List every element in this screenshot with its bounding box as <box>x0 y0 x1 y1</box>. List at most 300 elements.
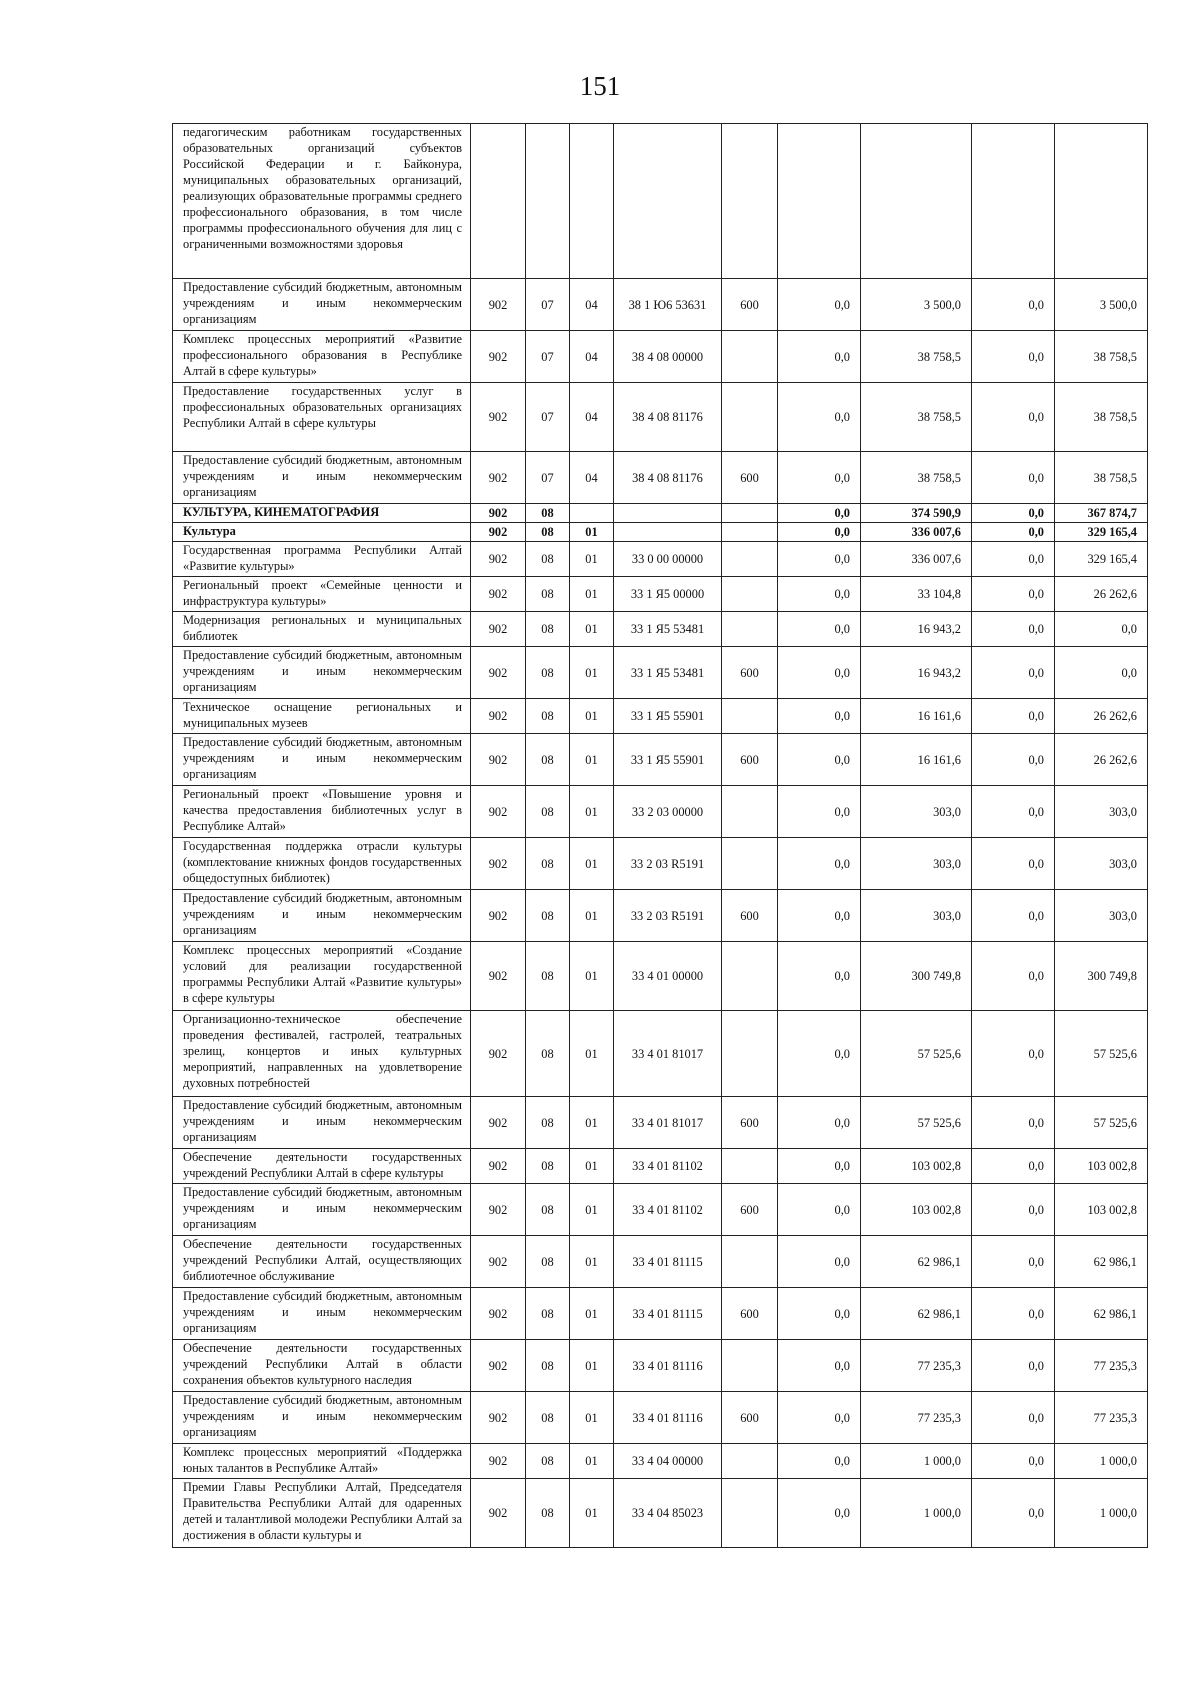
amount-col-1: 0,0 <box>778 1479 861 1548</box>
target-article: 33 4 01 81017 <box>614 1097 722 1149</box>
expense-type <box>722 124 778 279</box>
expense-type: 600 <box>722 647 778 699</box>
amount-col-3: 0,0 <box>972 504 1055 523</box>
table-row <box>173 838 1148 890</box>
section-code <box>526 124 570 279</box>
target-article <box>614 124 722 279</box>
expense-type: 600 <box>722 734 778 786</box>
target-article: 33 4 04 00000 <box>614 1444 722 1479</box>
table-row <box>173 1479 1148 1548</box>
target-article: 33 0 00 00000 <box>614 542 722 577</box>
subsection-code: 01 <box>570 542 614 577</box>
ministry-code: 902 <box>471 1392 526 1444</box>
ministry-code: 902 <box>471 542 526 577</box>
amount-col-2: 16 161,6 <box>861 699 972 734</box>
ministry-code: 902 <box>471 523 526 542</box>
amount-col-1: 0,0 <box>778 523 861 542</box>
expense-type: 600 <box>722 1288 778 1340</box>
table-row <box>173 1288 1148 1340</box>
amount-col-3: 0,0 <box>972 1236 1055 1288</box>
amount-col-3: 0,0 <box>972 1288 1055 1340</box>
amount-col-3: 0,0 <box>972 612 1055 647</box>
row-name: Государственная программа Республики Алтай «Развитие культуры» <box>173 542 471 577</box>
table-row <box>173 699 1148 734</box>
expense-type <box>722 542 778 577</box>
amount-col-4: 303,0 <box>1055 786 1148 838</box>
section-code: 08 <box>526 542 570 577</box>
amount-col-3: 0,0 <box>972 452 1055 504</box>
amount-col-2: 303,0 <box>861 786 972 838</box>
amount-col-3: 0,0 <box>972 523 1055 542</box>
target-article: 38 4 08 00000 <box>614 331 722 383</box>
amount-col-1: 0,0 <box>778 542 861 577</box>
table-row <box>173 452 1148 504</box>
row-name: педагогическим работникам государственных образовательных организаций субъектов Российской Федерации и г. Байконура, муниципальных образовательных организаций, реализующих образовательные программы среднего профессионального образования, в том числе программы профессионального обучения для лиц с ограниченными возможностями здоровья <box>173 124 471 279</box>
subsection-code: 01 <box>570 1011 614 1097</box>
expense-type <box>722 838 778 890</box>
table-row <box>173 523 1148 542</box>
ministry-code: 902 <box>471 699 526 734</box>
subsection-code: 01 <box>570 1236 614 1288</box>
amount-col-3: 0,0 <box>972 786 1055 838</box>
section-code: 07 <box>526 331 570 383</box>
subsection-code: 01 <box>570 1149 614 1184</box>
amount-col-4: 26 262,6 <box>1055 577 1148 612</box>
amount-col-3: 0,0 <box>972 331 1055 383</box>
row-name: КУЛЬТУРА, КИНЕМАТОГРАФИЯ <box>173 504 471 523</box>
subsection-code: 04 <box>570 452 614 504</box>
amount-col-3: 0,0 <box>972 383 1055 452</box>
section-code: 08 <box>526 612 570 647</box>
expense-type: 600 <box>722 1097 778 1149</box>
amount-col-4: 26 262,6 <box>1055 734 1148 786</box>
amount-col-2: 300 749,8 <box>861 942 972 1011</box>
amount-col-2: 57 525,6 <box>861 1011 972 1097</box>
section-code: 08 <box>526 786 570 838</box>
amount-col-2: 38 758,5 <box>861 452 972 504</box>
amount-col-1 <box>778 124 861 279</box>
row-name: Техническое оснащение региональных и муниципальных музеев <box>173 699 471 734</box>
section-code: 08 <box>526 1444 570 1479</box>
table-row <box>173 1011 1148 1097</box>
section-code: 08 <box>526 1149 570 1184</box>
subsection-code: 01 <box>570 1340 614 1392</box>
ministry-code: 902 <box>471 1011 526 1097</box>
amount-col-4: 367 874,7 <box>1055 504 1148 523</box>
ministry-code: 902 <box>471 1288 526 1340</box>
amount-col-1: 0,0 <box>778 504 861 523</box>
target-article: 38 4 08 81176 <box>614 383 722 452</box>
amount-col-3: 0,0 <box>972 279 1055 331</box>
amount-col-1: 0,0 <box>778 452 861 504</box>
amount-col-1: 0,0 <box>778 1340 861 1392</box>
amount-col-2: 336 007,6 <box>861 523 972 542</box>
amount-col-1: 0,0 <box>778 1011 861 1097</box>
ministry-code: 902 <box>471 1340 526 1392</box>
table-row <box>173 542 1148 577</box>
expense-type: 600 <box>722 890 778 942</box>
amount-col-2: 62 986,1 <box>861 1236 972 1288</box>
expense-type <box>722 383 778 452</box>
amount-col-4: 1 000,0 <box>1055 1479 1148 1548</box>
row-name: Предоставление субсидий бюджетным, автономным учреждениям и иным некоммерческим организациям <box>173 734 471 786</box>
amount-col-1: 0,0 <box>778 1236 861 1288</box>
target-article <box>614 504 722 523</box>
subsection-code: 01 <box>570 523 614 542</box>
row-name: Культура <box>173 523 471 542</box>
target-article: 38 4 08 81176 <box>614 452 722 504</box>
amount-col-4: 329 165,4 <box>1055 523 1148 542</box>
amount-col-3: 0,0 <box>972 838 1055 890</box>
amount-col-2: 16 943,2 <box>861 612 972 647</box>
subsection-code: 01 <box>570 1392 614 1444</box>
table-row <box>173 612 1148 647</box>
amount-col-1: 0,0 <box>778 1444 861 1479</box>
amount-col-1: 0,0 <box>778 838 861 890</box>
table-row <box>173 124 1148 279</box>
ministry-code: 902 <box>471 504 526 523</box>
table-row <box>173 1236 1148 1288</box>
expense-type: 600 <box>722 452 778 504</box>
section-code: 08 <box>526 942 570 1011</box>
ministry-code: 902 <box>471 452 526 504</box>
section-code: 08 <box>526 838 570 890</box>
expense-type <box>722 1479 778 1548</box>
subsection-code: 01 <box>570 1288 614 1340</box>
row-name: Комплекс процессных мероприятий «Поддержка юных талантов в Республике Алтай» <box>173 1444 471 1479</box>
target-article: 33 2 03 00000 <box>614 786 722 838</box>
table-row <box>173 1097 1148 1149</box>
section-code: 08 <box>526 699 570 734</box>
amount-col-2 <box>861 124 972 279</box>
section-code: 08 <box>526 647 570 699</box>
subsection-code: 01 <box>570 786 614 838</box>
row-name: Предоставление субсидий бюджетным, автономным учреждениям и иным некоммерческим организациям <box>173 1097 471 1149</box>
target-article: 33 4 01 81115 <box>614 1236 722 1288</box>
section-code: 08 <box>526 1288 570 1340</box>
row-name: Комплекс процессных мероприятий «Развитие профессионального образования в Республике Алтай в сфере культуры» <box>173 331 471 383</box>
section-code: 08 <box>526 1340 570 1392</box>
table-row <box>173 504 1148 523</box>
subsection-code: 01 <box>570 942 614 1011</box>
target-article: 33 1 Я5 53481 <box>614 612 722 647</box>
section-code: 07 <box>526 279 570 331</box>
ministry-code: 902 <box>471 1149 526 1184</box>
subsection-code: 01 <box>570 1479 614 1548</box>
amount-col-2: 303,0 <box>861 890 972 942</box>
amount-col-1: 0,0 <box>778 1288 861 1340</box>
table-row <box>173 1444 1148 1479</box>
amount-col-1: 0,0 <box>778 279 861 331</box>
target-article: 33 4 04 85023 <box>614 1479 722 1548</box>
section-code: 07 <box>526 452 570 504</box>
expense-type <box>722 699 778 734</box>
table-row <box>173 890 1148 942</box>
ministry-code: 902 <box>471 1184 526 1236</box>
expense-type: 600 <box>722 1392 778 1444</box>
row-name: Обеспечение деятельности государственных учреждений Республики Алтай, осуществляющих библиотечное обслуживание <box>173 1236 471 1288</box>
subsection-code: 01 <box>570 1097 614 1149</box>
table-row <box>173 1340 1148 1392</box>
amount-col-4: 0,0 <box>1055 612 1148 647</box>
row-name: Предоставление государственных услуг в профессиональных образовательных организациях Республики Алтай в сфере культуры <box>173 383 471 452</box>
budget-table <box>172 123 1148 1548</box>
ministry-code: 902 <box>471 942 526 1011</box>
amount-col-1: 0,0 <box>778 699 861 734</box>
row-name: Организационно-техническое обеспечение проведения фестивалей, гастролей, театральных зрелищ, концертов и иных культурных мероприятий, направленных на удовлетворение духовных потребностей <box>173 1011 471 1097</box>
expense-type <box>722 1444 778 1479</box>
amount-col-4: 38 758,5 <box>1055 383 1148 452</box>
ministry-code: 902 <box>471 1479 526 1548</box>
amount-col-4: 0,0 <box>1055 647 1148 699</box>
section-code: 08 <box>526 1479 570 1548</box>
amount-col-2: 77 235,3 <box>861 1392 972 1444</box>
expense-type <box>722 1011 778 1097</box>
expense-type <box>722 1340 778 1392</box>
amount-col-3: 0,0 <box>972 1097 1055 1149</box>
table-body <box>173 124 1148 1548</box>
row-name: Предоставление субсидий бюджетным, автономным учреждениям и иным некоммерческим организациям <box>173 890 471 942</box>
expense-type <box>722 1236 778 1288</box>
amount-col-4: 57 525,6 <box>1055 1011 1148 1097</box>
section-code: 08 <box>526 1184 570 1236</box>
target-article: 33 2 03 R5191 <box>614 890 722 942</box>
amount-col-2: 1 000,0 <box>861 1444 972 1479</box>
subsection-code: 04 <box>570 331 614 383</box>
amount-col-3: 0,0 <box>972 1392 1055 1444</box>
amount-col-2: 38 758,5 <box>861 383 972 452</box>
amount-col-1: 0,0 <box>778 1149 861 1184</box>
ministry-code: 902 <box>471 279 526 331</box>
amount-col-4: 26 262,6 <box>1055 699 1148 734</box>
ministry-code: 902 <box>471 838 526 890</box>
target-article: 33 4 01 81116 <box>614 1392 722 1444</box>
row-name: Обеспечение деятельности государственных учреждений Республики Алтай в области сохранения объектов культурного наследия <box>173 1340 471 1392</box>
amount-col-4: 3 500,0 <box>1055 279 1148 331</box>
amount-col-4: 77 235,3 <box>1055 1392 1148 1444</box>
page-number: 151 <box>579 71 621 101</box>
amount-col-1: 0,0 <box>778 786 861 838</box>
section-code: 08 <box>526 504 570 523</box>
amount-col-3: 0,0 <box>972 734 1055 786</box>
table-row <box>173 577 1148 612</box>
table-row <box>173 331 1148 383</box>
amount-col-3: 0,0 <box>972 1011 1055 1097</box>
expense-type <box>722 942 778 1011</box>
amount-col-3: 0,0 <box>972 542 1055 577</box>
amount-col-3: 0,0 <box>972 1479 1055 1548</box>
target-article: 33 4 01 81102 <box>614 1149 722 1184</box>
row-name: Обеспечение деятельности государственных учреждений Республики Алтай в сфере культуры <box>173 1149 471 1184</box>
section-code: 08 <box>526 1392 570 1444</box>
ministry-code <box>471 124 526 279</box>
target-article: 33 4 01 81116 <box>614 1340 722 1392</box>
subsection-code <box>570 504 614 523</box>
amount-col-2: 303,0 <box>861 838 972 890</box>
target-article: 33 1 Я5 53481 <box>614 647 722 699</box>
amount-col-4: 103 002,8 <box>1055 1149 1148 1184</box>
row-name: Предоставление субсидий бюджетным, автономным учреждениям и иным некоммерческим организациям <box>173 647 471 699</box>
ministry-code: 902 <box>471 1097 526 1149</box>
row-name: Модернизация региональных и муниципальных библиотек <box>173 612 471 647</box>
row-name: Предоставление субсидий бюджетным, автономным учреждениям и иным некоммерческим организациям <box>173 1392 471 1444</box>
section-code: 08 <box>526 1097 570 1149</box>
target-article <box>614 523 722 542</box>
amount-col-3: 0,0 <box>972 577 1055 612</box>
amount-col-1: 0,0 <box>778 1392 861 1444</box>
subsection-code: 04 <box>570 279 614 331</box>
target-article: 33 4 01 81017 <box>614 1011 722 1097</box>
expense-type <box>722 577 778 612</box>
amount-col-1: 0,0 <box>778 734 861 786</box>
amount-col-2: 103 002,8 <box>861 1184 972 1236</box>
section-code: 08 <box>526 1011 570 1097</box>
table-row <box>173 786 1148 838</box>
section-code: 08 <box>526 734 570 786</box>
section-code: 08 <box>526 890 570 942</box>
amount-col-3: 0,0 <box>972 1149 1055 1184</box>
amount-col-1: 0,0 <box>778 890 861 942</box>
table-row <box>173 942 1148 1011</box>
amount-col-4: 77 235,3 <box>1055 1340 1148 1392</box>
expense-type <box>722 786 778 838</box>
ministry-code: 902 <box>471 612 526 647</box>
ministry-code: 902 <box>471 331 526 383</box>
amount-col-4: 57 525,6 <box>1055 1097 1148 1149</box>
subsection-code: 01 <box>570 647 614 699</box>
amount-col-4: 1 000,0 <box>1055 1444 1148 1479</box>
amount-col-1: 0,0 <box>778 1097 861 1149</box>
expense-type: 600 <box>722 279 778 331</box>
table-row <box>173 734 1148 786</box>
expense-type <box>722 331 778 383</box>
section-code: 07 <box>526 383 570 452</box>
expense-type <box>722 523 778 542</box>
amount-col-2: 103 002,8 <box>861 1149 972 1184</box>
expense-type <box>722 504 778 523</box>
table-row <box>173 1392 1148 1444</box>
section-code: 08 <box>526 577 570 612</box>
ministry-code: 902 <box>471 1236 526 1288</box>
amount-col-3: 0,0 <box>972 647 1055 699</box>
target-article: 33 2 03 R5191 <box>614 838 722 890</box>
amount-col-4: 38 758,5 <box>1055 452 1148 504</box>
amount-col-2: 1 000,0 <box>861 1479 972 1548</box>
subsection-code: 01 <box>570 1444 614 1479</box>
amount-col-2: 374 590,9 <box>861 504 972 523</box>
subsection-code <box>570 124 614 279</box>
amount-col-4: 38 758,5 <box>1055 331 1148 383</box>
amount-col-2: 16 943,2 <box>861 647 972 699</box>
section-code: 08 <box>526 523 570 542</box>
amount-col-1: 0,0 <box>778 383 861 452</box>
amount-col-4: 103 002,8 <box>1055 1184 1148 1236</box>
table-row <box>173 1184 1148 1236</box>
amount-col-3: 0,0 <box>972 1184 1055 1236</box>
amount-col-4: 62 986,1 <box>1055 1236 1148 1288</box>
ministry-code: 902 <box>471 734 526 786</box>
row-name: Региональный проект «Повышение уровня и качества предоставления библиотечных услуг в Республике Алтай» <box>173 786 471 838</box>
subsection-code: 01 <box>570 838 614 890</box>
row-name: Предоставление субсидий бюджетным, автономным учреждениям и иным некоммерческим организациям <box>173 1288 471 1340</box>
amount-col-3: 0,0 <box>972 1444 1055 1479</box>
amount-col-2: 77 235,3 <box>861 1340 972 1392</box>
amount-col-4: 300 749,8 <box>1055 942 1148 1011</box>
target-article: 33 4 01 81115 <box>614 1288 722 1340</box>
amount-col-3: 0,0 <box>972 942 1055 1011</box>
amount-col-4: 62 986,1 <box>1055 1288 1148 1340</box>
ministry-code: 902 <box>471 890 526 942</box>
amount-col-4: 303,0 <box>1055 890 1148 942</box>
ministry-code: 902 <box>471 647 526 699</box>
expense-type <box>722 1149 778 1184</box>
expense-type: 600 <box>722 1184 778 1236</box>
amount-col-2: 38 758,5 <box>861 331 972 383</box>
amount-col-2: 3 500,0 <box>861 279 972 331</box>
target-article: 33 1 Я5 55901 <box>614 734 722 786</box>
expense-type <box>722 612 778 647</box>
subsection-code: 01 <box>570 612 614 647</box>
amount-col-2: 16 161,6 <box>861 734 972 786</box>
ministry-code: 902 <box>471 786 526 838</box>
subsection-code: 01 <box>570 1184 614 1236</box>
row-name: Предоставление субсидий бюджетным, автономным учреждениям и иным некоммерческим организациям <box>173 1184 471 1236</box>
amount-col-1: 0,0 <box>778 331 861 383</box>
amount-col-4 <box>1055 124 1148 279</box>
amount-col-3: 0,0 <box>972 1340 1055 1392</box>
amount-col-4: 303,0 <box>1055 838 1148 890</box>
amount-col-2: 62 986,1 <box>861 1288 972 1340</box>
amount-col-2: 336 007,6 <box>861 542 972 577</box>
row-name: Региональный проект «Семейные ценности и инфраструктура культуры» <box>173 577 471 612</box>
amount-col-2: 33 104,8 <box>861 577 972 612</box>
ministry-code: 902 <box>471 577 526 612</box>
amount-col-3 <box>972 124 1055 279</box>
target-article: 33 4 01 81102 <box>614 1184 722 1236</box>
subsection-code: 01 <box>570 577 614 612</box>
target-article: 33 1 Я5 55901 <box>614 699 722 734</box>
row-name: Комплекс процессных мероприятий «Создание условий для реализации государственной программы Республики Алтай «Развитие культуры» в сфере культуры <box>173 942 471 1011</box>
subsection-code: 01 <box>570 734 614 786</box>
row-name: Предоставление субсидий бюджетным, автономным учреждениям и иным некоммерческим организациям <box>173 452 471 504</box>
subsection-code: 04 <box>570 383 614 452</box>
amount-col-1: 0,0 <box>778 577 861 612</box>
target-article: 38 1 Ю6 53631 <box>614 279 722 331</box>
amount-col-3: 0,0 <box>972 890 1055 942</box>
amount-col-1: 0,0 <box>778 612 861 647</box>
amount-col-1: 0,0 <box>778 1184 861 1236</box>
subsection-code: 01 <box>570 699 614 734</box>
target-article: 33 1 Я5 00000 <box>614 577 722 612</box>
amount-col-3: 0,0 <box>972 699 1055 734</box>
table-row <box>173 279 1148 331</box>
row-name: Предоставление субсидий бюджетным, автономным учреждениям и иным некоммерческим организациям <box>173 279 471 331</box>
table-row <box>173 383 1148 452</box>
target-article: 33 4 01 00000 <box>614 942 722 1011</box>
ministry-code: 902 <box>471 1444 526 1479</box>
ministry-code: 902 <box>471 383 526 452</box>
amount-col-1: 0,0 <box>778 942 861 1011</box>
section-code: 08 <box>526 1236 570 1288</box>
row-name: Государственная поддержка отрасли культуры (комплектование книжных фондов государственных общедоступных библиотек) <box>173 838 471 890</box>
amount-col-4: 329 165,4 <box>1055 542 1148 577</box>
subsection-code: 01 <box>570 890 614 942</box>
amount-col-2: 57 525,6 <box>861 1097 972 1149</box>
table-row <box>173 1149 1148 1184</box>
amount-col-1: 0,0 <box>778 647 861 699</box>
table-row <box>173 647 1148 699</box>
row-name: Премии Главы Республики Алтай, Председателя Правительства Республики Алтай для одаренных детей и талантливой молодежи Республики Алтай за достижения в области культуры и <box>173 1479 471 1548</box>
